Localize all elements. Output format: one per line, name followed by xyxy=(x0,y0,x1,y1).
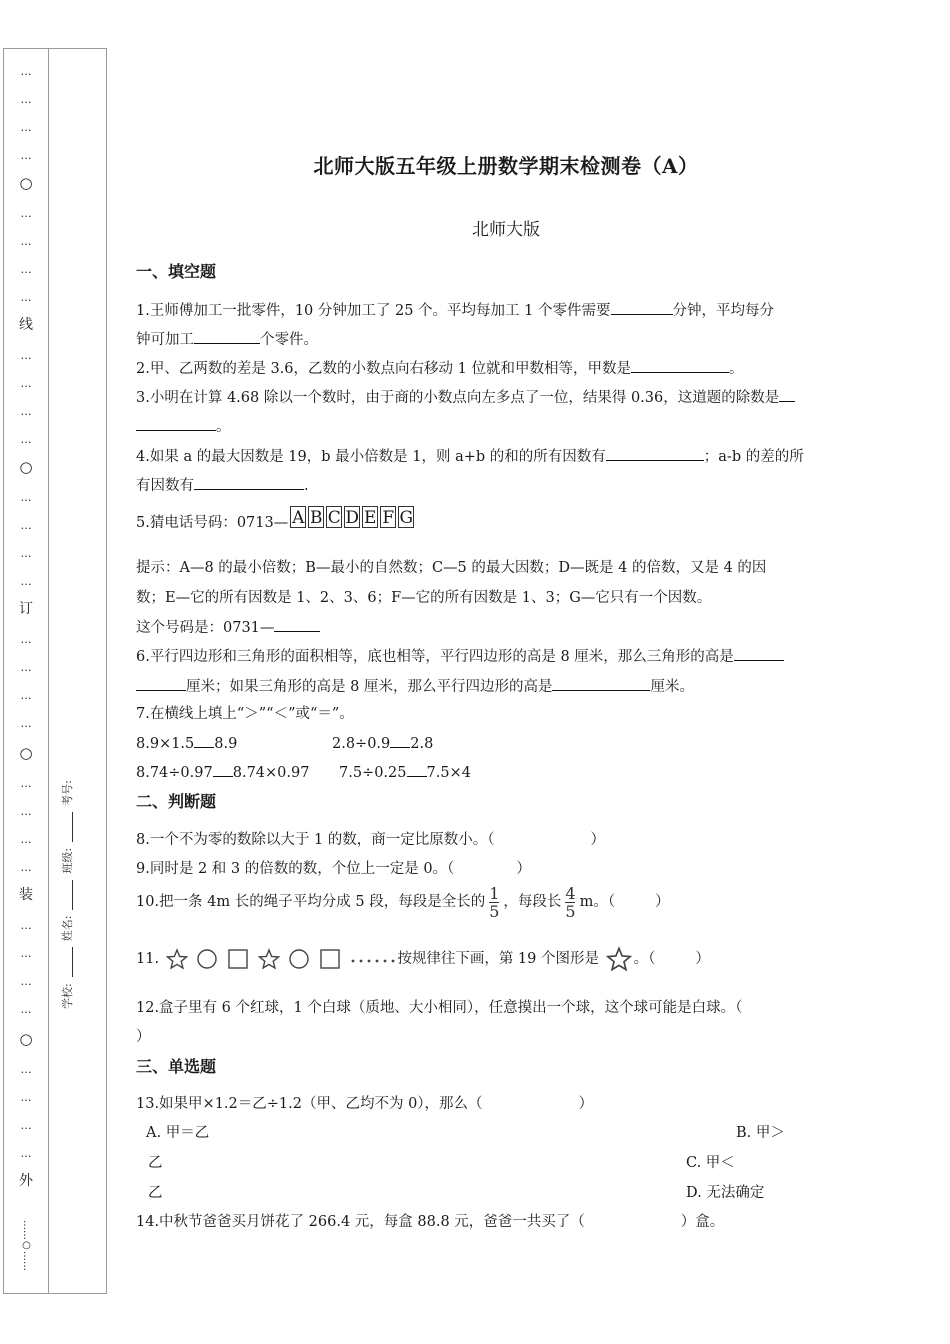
page-title: 北师大版五年级上册数学期末检测卷（A） xyxy=(313,154,699,178)
q13-option-b[interactable]: B. 甲＞ xyxy=(736,1125,785,1141)
number-label: 考号: xyxy=(61,780,74,806)
q11-text-a: 11. xyxy=(136,951,160,967)
q4-text-a: 4.如果 a 的最大因数是 19，b 最小倍数是 1，则 a+b 的和的所有因数有 xyxy=(136,449,606,465)
q6-blank-1-part-1[interactable] xyxy=(734,646,784,661)
seal-dots: … xyxy=(20,777,32,790)
q6-text-c: 厘米。 xyxy=(650,679,694,695)
letter-box-g: G xyxy=(399,508,414,528)
q13-option-a-cont: 乙 xyxy=(148,1155,163,1171)
q13-option-d[interactable]: D. 无法确定 xyxy=(686,1185,765,1201)
q7-blank-4[interactable] xyxy=(407,762,427,777)
seal-ring: ○ xyxy=(19,1030,33,1048)
seal-dots: … xyxy=(20,121,32,134)
class-label: 班级: xyxy=(61,847,74,874)
name-field[interactable] xyxy=(62,880,73,910)
binding-margin xyxy=(3,48,107,1294)
circle-icon xyxy=(196,948,218,970)
q6-text-a: 6.平行四边形和三角形的面积相等，底也相等，平行四边形的高是 8 厘米，那么三角形的高是 xyxy=(136,649,734,665)
q10-text-a: 10.把一条 4m 长的绳子平均分成 5 段，每段是全长的 xyxy=(136,894,486,910)
q11-text-b: 按规律往下画，第 19 个图形是 xyxy=(397,951,599,967)
school-field[interactable] xyxy=(62,947,73,977)
seal-dots: … xyxy=(20,833,32,846)
question-5-answer xyxy=(136,617,320,638)
seal-dots: … xyxy=(20,1003,32,1016)
star-icon xyxy=(166,948,188,970)
q10-text-b: ，每段长 xyxy=(503,894,562,910)
q4-text-c: 有因数有 xyxy=(136,478,194,494)
seal-dots: … xyxy=(20,633,32,646)
question-9 xyxy=(136,859,531,879)
seal-dots: … xyxy=(20,689,32,702)
fraction-four-fifths xyxy=(565,883,576,921)
q4-blank-2[interactable] xyxy=(194,475,304,490)
question-13 xyxy=(136,1094,593,1114)
q10-text-c: m。（ xyxy=(579,894,616,910)
question-1-line-2 xyxy=(136,329,318,350)
q1-text-b: 分钟，平均每分 xyxy=(672,303,775,319)
seal-dots: … xyxy=(20,919,32,932)
letter-box-d: D xyxy=(345,508,360,528)
q9-text-b: ） xyxy=(516,861,531,877)
seal-dots: … xyxy=(20,349,32,362)
q13-option-c-cont: 乙 xyxy=(148,1185,163,1201)
section-fill-in: 一、填空题 xyxy=(136,262,217,281)
square-icon xyxy=(227,948,249,970)
seal-dots: … xyxy=(20,1147,32,1160)
fraction-numerator: 4 xyxy=(565,883,576,903)
q2-blank[interactable] xyxy=(631,358,729,373)
q11-text-c: 。（ xyxy=(633,951,656,967)
letter-box-b: B xyxy=(310,508,323,528)
question-14 xyxy=(136,1212,724,1232)
question-8 xyxy=(136,830,605,850)
q5-text-a: 5.猜电话号码：0713— xyxy=(136,515,289,531)
q7-expr-3: 8.74÷0.97 xyxy=(136,765,213,781)
q7-expr-1: 8.9×1.5 xyxy=(136,736,195,752)
school-label: 学校: xyxy=(61,983,74,1009)
q1-blank-2[interactable] xyxy=(194,329,260,344)
q3-blank-part-1[interactable] xyxy=(779,387,795,402)
seal-dots: … xyxy=(20,975,32,988)
question-3-line-1 xyxy=(136,387,795,408)
seal-dots: … xyxy=(20,235,32,248)
q6-text-b: 厘米；如果三角形的高是 8 厘米，那么平行四边形的高是 xyxy=(186,679,553,695)
q4-blank-1[interactable] xyxy=(606,446,704,461)
question-1-line-1 xyxy=(136,300,774,321)
circle-icon xyxy=(288,948,310,970)
q7-expr-1-right: 8.9 xyxy=(214,736,238,752)
question-6-line-1 xyxy=(136,646,784,667)
q7-row-2 xyxy=(136,762,309,783)
seal-dots: … xyxy=(20,519,32,532)
q8-text-a: 8.一个不为零的数除以大于 1 的数，商一定比原数小。（ xyxy=(136,832,495,848)
seal-dots: … xyxy=(20,661,32,674)
star-answer-icon xyxy=(606,946,632,972)
q1-blank-1[interactable] xyxy=(611,300,673,315)
seal-char-ding: 订 xyxy=(19,601,33,617)
letter-box-f: F xyxy=(380,506,396,528)
seal-dots: … xyxy=(20,377,32,390)
seal-ring: ○ xyxy=(19,174,33,192)
seal-dots: … xyxy=(20,149,32,162)
q4-text-b: ；a-b 的差的所 xyxy=(703,449,804,465)
q14-text-a: 14.中秋节爸爸买月饼花了 266.4 元，每盒 88.8 元，爸爸一共买了（ xyxy=(136,1214,585,1230)
q3-blank-part-2[interactable] xyxy=(136,416,216,431)
q5-answer-blank[interactable] xyxy=(274,617,320,632)
q11-text-d: ） xyxy=(695,951,710,967)
seal-char-wai: 外 xyxy=(19,1173,33,1189)
q7-expr-3-right: 8.74×0.97 xyxy=(232,765,310,781)
q7-row-1b xyxy=(332,733,433,754)
q13-option-a[interactable]: A. 甲＝乙 xyxy=(146,1125,210,1141)
q7-row-2b xyxy=(339,762,471,783)
fraction-one-fifth xyxy=(489,883,500,921)
letter-box-c: C xyxy=(327,508,341,528)
q2-text-b: 。 xyxy=(728,361,744,377)
seal-dots: … xyxy=(20,861,32,874)
q7-expr-4: 7.5÷0.25 xyxy=(339,765,407,781)
question-10 xyxy=(136,882,670,922)
q1-text-c: 钟可加工 xyxy=(136,332,194,348)
q2-text-a: 2.甲、乙两数的差是 3.6，乙数的小数点向右移动 1 位就和甲数相等，甲数是 xyxy=(136,361,631,377)
seal-dots: … xyxy=(20,405,32,418)
q14-text-b: ）盒。 xyxy=(680,1214,725,1230)
seal-dots: … xyxy=(20,93,32,106)
q6-blank-1-part-2[interactable] xyxy=(136,676,186,691)
letter-box-a: A xyxy=(292,508,305,528)
seal-dots: … xyxy=(20,575,32,588)
q7-blank-2[interactable] xyxy=(390,733,410,748)
question-5-hint-1: 提示：A—8 的最小倍数；B—最小的自然数；C—5 的最大因数；D—既是 4 的倍数，又是 4 的因 xyxy=(136,560,767,576)
seal-dots: … xyxy=(20,291,32,304)
q13-text-b: ） xyxy=(578,1096,594,1112)
seal-dots: … xyxy=(20,1063,32,1076)
fraction-numerator: 1 xyxy=(489,883,500,903)
q1-text-a: 1.王师傅加工一批零件，10 分钟加工了 25 个。平均每加工 1 个零件需要 xyxy=(136,303,611,319)
q10-text-d: ） xyxy=(655,894,670,910)
page-subtitle: 北师大版 xyxy=(472,220,540,240)
binding-divider xyxy=(48,49,49,1293)
seal-dots: … xyxy=(20,1119,32,1132)
q1-text-d: 个零件。 xyxy=(260,332,318,348)
seal-dots: … xyxy=(20,263,32,276)
seal-ring: ○ xyxy=(19,458,33,476)
question-12-line-2: ） xyxy=(136,1029,151,1045)
class-field[interactable] xyxy=(62,812,73,842)
q3-text-a: 3.小明在计算 4.68 除以一个数时，由于商的小数点向左多点了一位，结果得 0.36，这道题的除数是 xyxy=(136,390,780,406)
name-label: 姓名: xyxy=(61,915,74,942)
question-11 xyxy=(136,945,710,973)
section-multiple-choice: 三、单选题 xyxy=(136,1057,217,1076)
q13-option-c[interactable]: C. 甲＜ xyxy=(686,1155,735,1171)
star-icon xyxy=(258,948,280,970)
q7-blank-1[interactable] xyxy=(194,733,214,748)
q3-text-b: 。 xyxy=(216,419,231,435)
seal-dots: … xyxy=(20,433,32,446)
q8-text-b: ） xyxy=(590,832,606,848)
question-12-line-1: 12.盒子里有 6 个红球，1 个白球（质地、大小相同），任意摸出一个球，这个球可能是白球。（ xyxy=(136,1000,743,1016)
question-7: 7.在横线上填上“＞”“＜”或“＝”。 xyxy=(136,706,354,722)
seal-line-column xyxy=(4,49,48,1293)
seal-dots: … xyxy=(20,65,32,78)
q7-expr-2: 2.8÷0.9 xyxy=(332,736,391,752)
fraction-denominator: 5 xyxy=(489,901,500,921)
seal-char-zhuang: 装 xyxy=(19,887,33,903)
question-5-hint-2: 数；E—它的所有因数是 1、2、3、6；F—它的所有因数是 1、3；G—它只有一个因数。 xyxy=(136,590,712,606)
q13-text-a: 13.如果甲×1.2＝乙÷1.2（甲、乙均不为 0），那么（ xyxy=(136,1096,483,1112)
q6-blank-2[interactable] xyxy=(552,676,650,691)
seal-dots: … xyxy=(20,207,32,220)
question-2 xyxy=(136,358,743,379)
ellipsis-dots-icon xyxy=(349,948,395,970)
fraction-denominator: 5 xyxy=(565,901,576,921)
letter-box-e: E xyxy=(364,508,377,528)
seal-dots: … xyxy=(20,805,32,818)
q5-answer-label: 这个号码是：0731— xyxy=(136,620,275,636)
seal-bottom: ……○…… xyxy=(21,1219,32,1271)
seal-dots: … xyxy=(20,1091,32,1104)
seal-dots: … xyxy=(20,491,32,504)
question-6-line-2 xyxy=(136,676,694,697)
q5-letter-boxes xyxy=(290,506,414,528)
q7-expr-4-right: 7.5×4 xyxy=(426,765,471,781)
question-5 xyxy=(136,510,414,536)
q4-text-d: . xyxy=(304,478,309,494)
question-4-line-2 xyxy=(136,475,309,496)
q7-row-1 xyxy=(136,733,237,754)
student-info xyxy=(48,709,78,1009)
q9-text-a: 9.同时是 2 和 3 的倍数的数，个位上一定是 0。（ xyxy=(136,861,455,877)
section-true-false: 二、判断题 xyxy=(136,792,217,811)
q7-blank-3[interactable] xyxy=(213,762,233,777)
seal-dots: … xyxy=(20,717,32,730)
question-4-line-1 xyxy=(136,446,804,467)
seal-char-line: 线 xyxy=(19,317,33,333)
seal-dots: … xyxy=(20,547,32,560)
question-3-line-2 xyxy=(136,416,231,437)
seal-ring: ○ xyxy=(19,744,33,762)
q7-expr-2-right: 2.8 xyxy=(410,736,434,752)
square-icon xyxy=(319,948,341,970)
seal-dots: … xyxy=(20,947,32,960)
